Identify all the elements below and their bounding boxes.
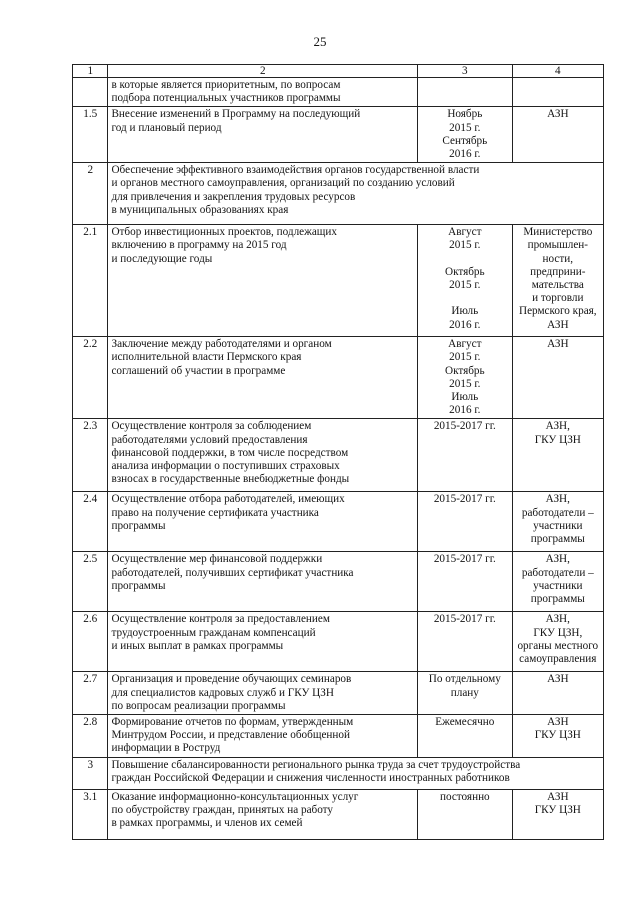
deadline-line: 2015 г. xyxy=(449,121,481,134)
table-row xyxy=(73,715,604,758)
row-number-cell: 2 xyxy=(73,163,108,225)
responsible-cell xyxy=(512,419,603,492)
measure-description-line: год и плановый период xyxy=(111,121,222,134)
measures-table xyxy=(72,64,604,840)
deadline-line: Август xyxy=(448,226,482,239)
deadline-cell xyxy=(418,672,513,715)
responsible-line: АЗН xyxy=(547,790,569,803)
table-row xyxy=(73,225,604,337)
measure-description-line: соглашений об участии в программе xyxy=(111,364,286,377)
deadline-line: Июль xyxy=(451,305,479,318)
responsible-line: АЗН xyxy=(547,716,569,729)
measure-description-cell xyxy=(108,492,418,552)
table-row xyxy=(73,789,604,839)
section-title-cell xyxy=(108,757,604,789)
responsible-line: АЗН, xyxy=(545,613,570,626)
deadline-line: 2016 г. xyxy=(449,148,481,161)
measure-description-line: по обустройству граждан, принятых на работу xyxy=(111,803,334,816)
table-row xyxy=(73,78,604,107)
table-row xyxy=(73,107,604,163)
measure-description-line: право на получение сертификата участника xyxy=(111,506,319,519)
measure-description-line: программы xyxy=(111,519,166,532)
measure-description-cell xyxy=(108,612,418,672)
deadline-cell xyxy=(418,715,513,758)
responsible-line: АЗН, xyxy=(545,420,570,433)
measure-description-cell xyxy=(108,789,418,839)
deadline-cell xyxy=(418,789,513,839)
responsible-cell xyxy=(512,552,603,612)
responsible-line: АЗН xyxy=(547,318,569,331)
deadline-cell xyxy=(418,107,513,163)
deadline-line: Ежемесячно xyxy=(435,716,495,729)
deadline-line: плану xyxy=(450,686,479,699)
responsible-line: мательства xyxy=(531,279,584,292)
measure-description-line: по вопросам реализации программы xyxy=(111,699,286,712)
table-row xyxy=(73,492,604,552)
measure-description-cell xyxy=(108,552,418,612)
section-title-line: для привлечения и закрепления трудовых ресурсов xyxy=(111,190,356,203)
measure-description-line: программы xyxy=(111,579,166,592)
table-row xyxy=(73,612,604,672)
responsible-line: ГКУ ЦЗН xyxy=(534,803,581,816)
section-title-line: в муниципальных образованиях края xyxy=(111,203,289,216)
deadline-line: 2015-2017 гг. xyxy=(433,613,496,626)
row-number-cell: 2.7 xyxy=(73,672,108,715)
responsible-line: органы местного xyxy=(517,639,599,652)
responsible-cell xyxy=(512,107,603,163)
deadline-line: Октябрь xyxy=(444,364,485,377)
deadline-line: По отдельному xyxy=(428,673,501,686)
deadline-line: Июль xyxy=(451,391,479,404)
measure-description-cell xyxy=(108,78,418,107)
responsible-line: работодатели – xyxy=(521,566,594,579)
row-number-cell: 3 xyxy=(73,757,108,789)
row-number-cell xyxy=(73,78,108,107)
measure-description-line: Внесение изменений в Программу на последующий xyxy=(111,108,361,121)
deadline-cell xyxy=(418,612,513,672)
measure-description-line: Оказание информационно-консультационных услуг xyxy=(111,790,359,803)
measure-description-line: исполнительной власти Пермского края xyxy=(111,351,302,364)
deadline-line: 2015-2017 гг. xyxy=(433,493,496,506)
responsible-line: ГКУ ЦЗН xyxy=(534,729,581,742)
measure-description-line: анализа информации о поступивших страховых xyxy=(111,460,340,473)
deadline-line: Сентябрь xyxy=(442,134,488,147)
measure-description-line: финансовой поддержки, в том числе посредством xyxy=(111,446,349,459)
row-number-cell: 2.8 xyxy=(73,715,108,758)
measure-description-cell xyxy=(108,672,418,715)
deadline-line: 2016 г. xyxy=(449,318,481,331)
row-number-cell: 1.5 xyxy=(73,107,108,163)
measure-description-line: Формирование отчетов по формам, утвержденным xyxy=(111,716,354,729)
responsible-line: АЗН xyxy=(547,673,569,686)
measure-description-line: для специалистов кадровых служб и ГКУ ЦЗН xyxy=(111,686,334,699)
section-row xyxy=(73,757,604,789)
responsible-line: ности, xyxy=(542,252,574,265)
responsible-line: ГКУ ЦЗН xyxy=(534,433,581,446)
section-title-cell xyxy=(108,163,604,225)
responsible-cell xyxy=(512,337,603,419)
measure-description-line: и иных выплат в рамках программы xyxy=(111,639,284,652)
measure-description-line: Осуществление мер финансовой поддержки xyxy=(111,553,323,566)
responsible-line: промышлен- xyxy=(527,239,589,252)
header-cell-3: 3 xyxy=(418,65,513,78)
deadline-cell xyxy=(418,225,513,337)
measure-description-cell xyxy=(108,107,418,163)
measure-description-line: Осуществление контроля за предоставлением xyxy=(111,613,330,626)
responsible-line: программы xyxy=(530,533,585,546)
responsible-cell xyxy=(512,492,603,552)
measure-description-line: включению в программу на 2015 год xyxy=(111,239,287,252)
deadline-line: постоянно xyxy=(439,790,490,803)
section-row xyxy=(73,163,604,225)
measure-description-line: Заключение между работодателями и органом xyxy=(111,338,332,351)
measure-description-line: информации в Роструд xyxy=(111,742,221,755)
deadline-line xyxy=(421,253,509,266)
row-number-cell: 2.5 xyxy=(73,552,108,612)
section-title-line: и органов местного самоуправления, организаций по созданию условий xyxy=(111,177,455,190)
deadline-line: 2015-2017 гг. xyxy=(433,553,496,566)
table-row xyxy=(73,419,604,492)
section-title-line: Обеспечение эффективного взаимодействия органов государственной власти xyxy=(111,164,480,177)
responsible-line: самоуправления xyxy=(519,653,597,666)
header-cell-1: 1 xyxy=(73,65,108,78)
responsible-cell xyxy=(512,78,603,107)
measure-description-line: трудоустроенным гражданам компенсаций xyxy=(111,626,316,639)
deadline-line: 2015-2017 гг. xyxy=(433,420,496,433)
responsible-line: АЗН xyxy=(547,338,569,351)
deadline-cell xyxy=(418,552,513,612)
measure-description-cell xyxy=(108,337,418,419)
measure-description-line: Организация и проведение обучающих семинаров xyxy=(111,673,352,686)
measure-description-line: работодателями условий предоставления xyxy=(111,433,308,446)
responsible-line: Пермского края, xyxy=(518,305,597,318)
responsible-line: участники xyxy=(533,579,583,592)
measure-description-line: Осуществление контроля за соблюдением xyxy=(111,420,312,433)
header-cell-4: 4 xyxy=(512,65,603,78)
responsible-cell xyxy=(512,789,603,839)
responsible-line: АЗН xyxy=(547,108,569,121)
responsible-line: и торговли xyxy=(532,292,584,305)
section-title-line: граждан Российской Федерации и снижения численности иностранных работников xyxy=(111,771,510,784)
measure-description-line: подбора потенциальных участников программы xyxy=(111,92,341,105)
deadline-line: 2015 г. xyxy=(449,377,481,390)
measure-description-line: Осуществление отбора работодателей, имеющих xyxy=(111,493,345,506)
responsible-cell xyxy=(512,612,603,672)
row-number-cell: 2.1 xyxy=(73,225,108,337)
deadline-cell xyxy=(418,419,513,492)
row-number-cell: 2.2 xyxy=(73,337,108,419)
responsible-line: предприни- xyxy=(530,265,586,278)
row-number-cell: 2.3 xyxy=(73,419,108,492)
responsible-cell xyxy=(512,715,603,758)
measure-description-line: взносах в государственные внебюджетные фонды xyxy=(111,473,350,486)
deadline-line: Август xyxy=(448,338,482,351)
responsible-cell xyxy=(512,672,603,715)
deadline-line xyxy=(421,292,509,305)
responsible-line: ГКУ ЦЗН, xyxy=(533,626,583,639)
measure-description-line: в которые является приоритетным, по вопросам xyxy=(111,79,341,91)
deadline-line: 2015 г. xyxy=(449,239,481,252)
responsible-line: Министерство xyxy=(523,226,593,239)
table-row xyxy=(73,552,604,612)
deadline-cell xyxy=(418,492,513,552)
responsible-line: участники xyxy=(533,519,583,532)
responsible-line: программы xyxy=(530,593,585,606)
deadline-line: 2015 г. xyxy=(449,351,481,364)
measure-description-line: Отбор инвестиционных проектов, подлежащих xyxy=(111,226,338,239)
row-number-cell: 2.6 xyxy=(73,612,108,672)
deadline-line: 2016 г. xyxy=(449,404,481,417)
responsible-line: работодатели – xyxy=(521,506,594,519)
measure-description-line: работодателей, получивших сертификат участника xyxy=(111,566,354,579)
page-number: 25 xyxy=(313,34,327,49)
responsible-cell xyxy=(512,225,603,337)
section-title-line: Повышение сбалансированности регионального рынка труда за счет трудоустройства xyxy=(111,758,521,771)
deadline-line: Ноябрь xyxy=(447,108,483,121)
deadline-line: Октябрь xyxy=(444,265,485,278)
row-number-cell: 3.1 xyxy=(73,789,108,839)
deadline-line: 2015 г. xyxy=(449,279,481,292)
row-number-cell: 2.4 xyxy=(73,492,108,552)
table-header-row xyxy=(73,65,604,78)
measure-description-line: в рамках программы, и членов их семей xyxy=(111,817,303,830)
header-cell-2: 2 xyxy=(108,65,418,78)
deadline-cell xyxy=(418,78,513,107)
measure-description-cell xyxy=(108,419,418,492)
measure-description-line: и последующие годы xyxy=(111,252,213,265)
responsible-line: АЗН, xyxy=(545,553,570,566)
table-row xyxy=(73,672,604,715)
measure-description-cell xyxy=(108,225,418,337)
responsible-line: АЗН, xyxy=(545,493,570,506)
measure-description-line: Минтрудом России, и представление обобщенной xyxy=(111,729,350,742)
measure-description-cell xyxy=(108,715,418,758)
table-row xyxy=(73,337,604,419)
deadline-cell xyxy=(418,337,513,419)
